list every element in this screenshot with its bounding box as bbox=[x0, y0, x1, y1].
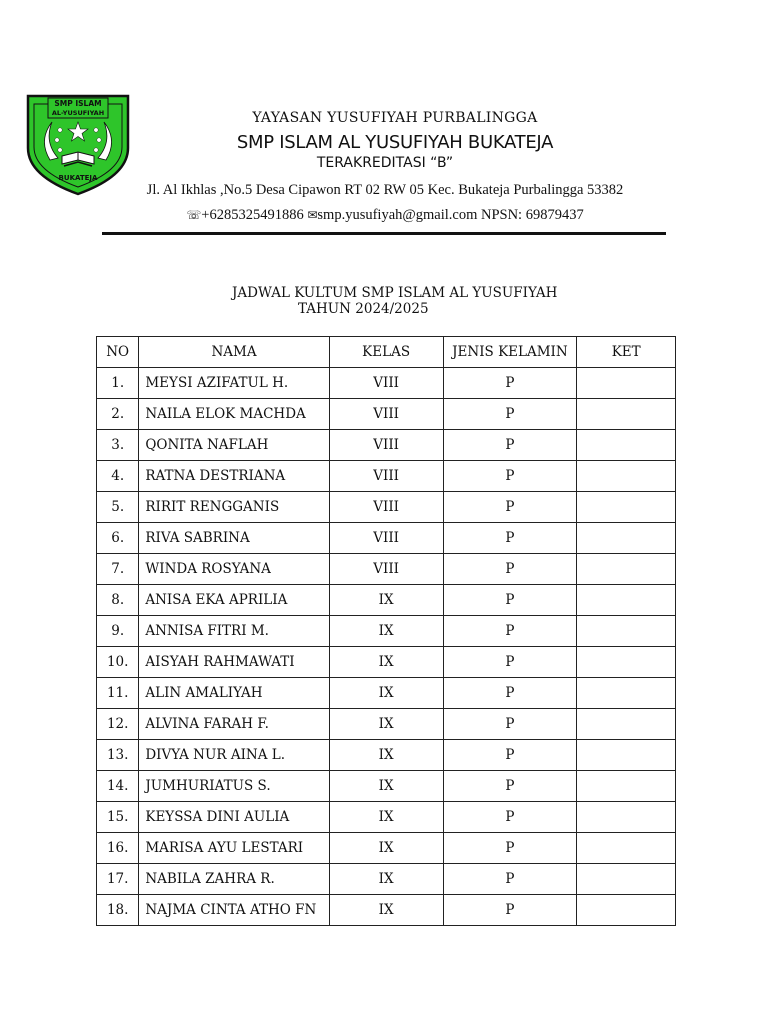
phone-icon: ☏ bbox=[186, 208, 202, 222]
student-name-cell: NAILA ELOK MACHDA bbox=[139, 399, 329, 430]
table-row bbox=[97, 461, 676, 492]
accreditation: TERAKREDITASI “B” bbox=[316, 155, 454, 171]
table-row bbox=[97, 430, 676, 461]
row-number-cell: 17. bbox=[97, 864, 139, 895]
remarks-cell bbox=[577, 709, 676, 740]
table-header-row bbox=[97, 337, 676, 368]
table-row bbox=[97, 647, 676, 678]
remarks-cell bbox=[577, 647, 676, 678]
row-number-cell: 16. bbox=[97, 833, 139, 864]
gender-cell: P bbox=[443, 833, 577, 864]
student-name-cell: QONITA NAFLAH bbox=[139, 430, 329, 461]
table-row bbox=[97, 771, 676, 802]
gender-cell: P bbox=[443, 616, 577, 647]
class-cell: IX bbox=[329, 678, 443, 709]
gender-cell: P bbox=[443, 771, 577, 802]
header-divider bbox=[102, 232, 666, 235]
row-number-cell: 7. bbox=[97, 554, 139, 585]
gender-cell: P bbox=[443, 709, 577, 740]
class-cell: VIII bbox=[329, 523, 443, 554]
class-cell: VIII bbox=[329, 399, 443, 430]
class-cell: IX bbox=[329, 895, 443, 926]
gender-cell: P bbox=[443, 523, 577, 554]
row-number-cell: 18. bbox=[97, 895, 139, 926]
gender-cell: P bbox=[443, 399, 577, 430]
table-row bbox=[97, 554, 676, 585]
table-row bbox=[97, 399, 676, 430]
gender-cell: P bbox=[443, 368, 577, 399]
gender-cell: P bbox=[443, 554, 577, 585]
title-line-1: JADWAL KULTUM SMP ISLAM AL YUSUFIYAH bbox=[232, 285, 558, 301]
column-header-nama: NAMA bbox=[139, 337, 329, 368]
student-name-cell: MARISA AYU LESTARI bbox=[139, 833, 329, 864]
gender-cell: P bbox=[443, 895, 577, 926]
gender-cell: P bbox=[443, 647, 577, 678]
row-number-cell: 3. bbox=[97, 430, 139, 461]
gender-cell: P bbox=[443, 492, 577, 523]
gender-cell: P bbox=[443, 430, 577, 461]
remarks-cell bbox=[577, 895, 676, 926]
document-title bbox=[232, 285, 557, 317]
student-name-cell: ANNISA FITRI M. bbox=[139, 616, 329, 647]
class-cell: VIII bbox=[329, 492, 443, 523]
student-name-cell: MEYSI AZIFATUL H. bbox=[139, 368, 329, 399]
column-header-jenis-kelamin: JENIS KELAMIN bbox=[443, 337, 577, 368]
table-row bbox=[97, 523, 676, 554]
student-name-cell: ANISA EKA APRILIA bbox=[139, 585, 329, 616]
class-cell: IX bbox=[329, 771, 443, 802]
table-row bbox=[97, 802, 676, 833]
school-name: SMP ISLAM AL YUSUFIYAH BUKATEJA bbox=[236, 132, 554, 153]
remarks-cell bbox=[577, 399, 676, 430]
email-address: smp.yusufiyah@gmail.com bbox=[317, 207, 478, 223]
row-number-cell: 4. bbox=[97, 461, 139, 492]
table-row bbox=[97, 492, 676, 523]
gender-cell: P bbox=[443, 864, 577, 895]
student-name-cell: ALVINA FARAH F. bbox=[139, 709, 329, 740]
row-number-cell: 6. bbox=[97, 523, 139, 554]
table-row bbox=[97, 585, 676, 616]
student-name-cell: AISYAH RAHMAWATI bbox=[139, 647, 329, 678]
remarks-cell bbox=[577, 678, 676, 709]
class-cell: IX bbox=[329, 585, 443, 616]
class-cell: IX bbox=[329, 709, 443, 740]
remarks-cell bbox=[577, 740, 676, 771]
remarks-cell bbox=[577, 616, 676, 647]
student-name-cell: RIVA SABRINA bbox=[139, 523, 329, 554]
gender-cell: P bbox=[443, 585, 577, 616]
school-address: Jl. Al Ikhlas ,No.5 Desa Cipawon RT 02 RW 05 Kec. Bukateja Purbalingga 53382 bbox=[146, 182, 624, 198]
table-row bbox=[97, 864, 676, 895]
remarks-cell bbox=[577, 771, 676, 802]
column-header-kelas: KELAS bbox=[329, 337, 443, 368]
class-cell: IX bbox=[329, 740, 443, 771]
table-body bbox=[97, 368, 676, 926]
gender-cell: P bbox=[443, 461, 577, 492]
row-number-cell: 8. bbox=[97, 585, 139, 616]
student-name-cell: NAJMA CINTA ATHO FN bbox=[139, 895, 329, 926]
class-cell: IX bbox=[329, 616, 443, 647]
row-number-cell: 13. bbox=[97, 740, 139, 771]
class-cell: IX bbox=[329, 833, 443, 864]
row-number-cell: 10. bbox=[97, 647, 139, 678]
row-number-cell: 2. bbox=[97, 399, 139, 430]
table-row bbox=[97, 368, 676, 399]
class-cell: VIII bbox=[329, 368, 443, 399]
table-row bbox=[97, 616, 676, 647]
table-row bbox=[97, 678, 676, 709]
row-number-cell: 5. bbox=[97, 492, 139, 523]
class-cell: IX bbox=[329, 802, 443, 833]
student-name-cell: RATNA DESTRIANA bbox=[139, 461, 329, 492]
column-header-no: NO bbox=[97, 337, 139, 368]
student-name-cell: NABILA ZAHRA R. bbox=[139, 864, 329, 895]
phone-number: +6285325491886 bbox=[201, 207, 304, 223]
student-name-cell: DIVYA NUR AINA L. bbox=[139, 740, 329, 771]
row-number-cell: 1. bbox=[97, 368, 139, 399]
table-row bbox=[97, 709, 676, 740]
remarks-cell bbox=[577, 802, 676, 833]
column-header-ket: KET bbox=[577, 337, 676, 368]
title-line-2: TAHUN 2024/2025 bbox=[298, 301, 429, 317]
gender-cell: P bbox=[443, 678, 577, 709]
gender-cell: P bbox=[443, 802, 577, 833]
student-name-cell: ALIN AMALIYAH bbox=[139, 678, 329, 709]
table-row bbox=[97, 895, 676, 926]
contact-line bbox=[100, 207, 670, 224]
student-name-cell: JUMHURIATUS S. bbox=[139, 771, 329, 802]
remarks-cell bbox=[577, 554, 676, 585]
table-row bbox=[97, 740, 676, 771]
foundation-name: YAYASAN YUSUFIYAH PURBALINGGA bbox=[252, 110, 538, 126]
letterhead bbox=[130, 110, 640, 171]
remarks-cell bbox=[577, 430, 676, 461]
remarks-cell bbox=[577, 523, 676, 554]
envelope-icon: ✉ bbox=[307, 208, 318, 222]
student-name-cell: KEYSSA DINI AULIA bbox=[139, 802, 329, 833]
remarks-cell bbox=[577, 833, 676, 864]
student-name-cell: RIRIT RENGGANIS bbox=[139, 492, 329, 523]
row-number-cell: 11. bbox=[97, 678, 139, 709]
logo-bottom-text: BUKATEJA bbox=[58, 174, 98, 182]
class-cell: VIII bbox=[329, 430, 443, 461]
table-row bbox=[97, 833, 676, 864]
row-number-cell: 9. bbox=[97, 616, 139, 647]
remarks-cell bbox=[577, 864, 676, 895]
class-cell: IX bbox=[329, 864, 443, 895]
gender-cell: P bbox=[443, 740, 577, 771]
remarks-cell bbox=[577, 585, 676, 616]
logo-middle-text: AL-YUSUFIYAH bbox=[51, 109, 105, 117]
row-number-cell: 12. bbox=[97, 709, 139, 740]
class-cell: IX bbox=[329, 647, 443, 678]
schedule-table bbox=[96, 336, 676, 926]
remarks-cell bbox=[577, 492, 676, 523]
class-cell: VIII bbox=[329, 461, 443, 492]
student-name-cell: WINDA ROSYANA bbox=[139, 554, 329, 585]
npsn: NPSN: 69879437 bbox=[480, 207, 584, 223]
logo-top-text: SMP ISLAM bbox=[54, 99, 102, 108]
row-number-cell: 14. bbox=[97, 771, 139, 802]
remarks-cell bbox=[577, 368, 676, 399]
class-cell: VIII bbox=[329, 554, 443, 585]
row-number-cell: 15. bbox=[97, 802, 139, 833]
remarks-cell bbox=[577, 461, 676, 492]
